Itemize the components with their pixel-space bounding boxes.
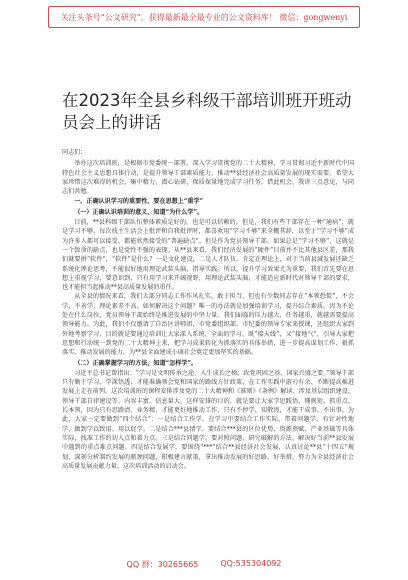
subsection-1-paragraph-2: 从全县的情况来看，我们大部分同志工作作风扎实、敢于担当，但也有少数同志存在“本领恐慌”，不会学、不善学，理论素养不高。如何解决这个问题？唯一的办法就是加强培训学习，提升综合素质。因为不论处在什么岗位，党员领导干部始终是推进发展的中坚力量。我们面临的压力越大、任务越重，就越需要提高领导能力。为此，我们不仅邀请了自治区讲师团、市党委组织部，市纪委的领导专家来授课，还组织大家到外地考察学习，目的就是要通过培训让大家深入系统、全面的学习，既“接天线”，又“接地气”，引导大家把思想和行动统一到党的二十大精神上来，把学习成果转化为抓落实的具体举措，进一步提高谋划工作、狠抓落实、推动发展的能力，为**县全面建成小康社会奠定更加坚实的基础。 — [62, 293, 354, 357]
intro-paragraph: 举办这次培训班，是根据市党委统一部署，深入学习贯彻党的二十大精神，学习贯彻习近平新时代中国特色社会主义思想具体行动，是提升领导干部素质能力，推动**县经济社会高质量发展的现实需要。希望大家珍惜这次难得的机会，集中精力，潜心钻研，保质保量地完成学习任务。借此机会，我讲三点意见，与同志们共勉。 — [62, 160, 354, 196]
footer-qq: QQ:535304092 — [220, 559, 282, 568]
subsection-1-paragraph: 目前，**县科级干部队伍整体素质是好的，也是可以信赖的。但是，我们有些干部存在一种“通病”，就是学习不够。每次找主生活会上批评和自我批评时，都喜欢用“学习不够”来全概其辞，以至于“学习不够”成为许多人都可以接受、都能欣然接受的“普遍缺点”。但是作为党员领导干部，如果总是“学习不够”，这就是一个致命的缺点，也是党性不强的表现。从**县来看，我们经济发展的“硬件”目前并不比其他县区差，那我们就要拼“软件”，“软件”是什么？一是文化建设，二是人才队伍。肯定在理论上，对于当前县域发展还缺乏系统化理论思考，不能很好地用理论武装头脑、指导实践。所以，提升学习效果尤为重要，我们首先要在思想上重视学习，要意识到，只有用学习来开阔视野，用理论武装头脑，才能适应新时代对领导干部的要求，也才能担当起推动**县高质量发展的重任。 — [62, 219, 354, 292]
promo-banner — [48, 6, 360, 28]
document-body — [62, 148, 354, 548]
footer-qq-group: QQ 群：30265665 — [126, 560, 199, 569]
subsection-heading-1: （一）正确认识培训的意义，知道“为什么学”。 — [74, 208, 204, 216]
subsection-heading-2: （二）正确掌握学习的方法，知道“怎样学”。 — [74, 359, 197, 367]
footer-contact — [0, 559, 408, 575]
promo-banner-text: 关注头条号“公文研究”，获得最新最全最专业的公文资料库！ 微信：gongwenyi — [60, 12, 348, 22]
section-heading-1: 一、正确认识学习的重要性，要在思想上“重学” — [74, 198, 204, 206]
subsection-2-paragraph: 习近平总书记曾指出：“学习是文明传承之途、人生成长之梯、政党巩固之基、国家兴盛之要。”领导干部只有勤于学习、学深悟透，才能准确领会党和国家的路线方针政策，在工作实践中游刃有余、不断提高推进发展上走在前列。这次培训班的课程安排涉及党的二十大精神和《准则》《条例》解读、涉及基层组织建设、领导干部自律建设等，内容丰富、信息量大，这样安排的目的，就是要让大家学思践悟、懂规矩、抓重点、长本领，因为只有思路清、业务精，才能更好地推动工作，只有不停学、知敬畏，才能干成事、不出事。为此，大家一定要做到“四个结合”：一是结合工作学。在学习中要结合工作实际，带着问题学、有针对性地学，做到学以致用、用以促学。二是结合***县情学，要结合***县的区位优势、资源禀赋、产业基础等具体实际，找准工作的切入点和着力点。三是结合问题学。要对照问题，研究破解的方法，解决好当前**县发展中遇到的重点难点问题。四是结合发展学，要围绕“***”结合**县经济社会发展，认真讨论**县“十四五”规划，深刻分析制约发展的瓶颈问题，积极建言献策，拿出推动发展的好思路、好举措，努力为全县经济社会高质量发展贡献力量。这次培训活动的启动会。 — [62, 369, 354, 470]
greeting: 同志们： — [62, 149, 87, 156]
document-title: 在2023年全县乡科级干部培训班开班动员会上的讲话 — [62, 91, 352, 132]
